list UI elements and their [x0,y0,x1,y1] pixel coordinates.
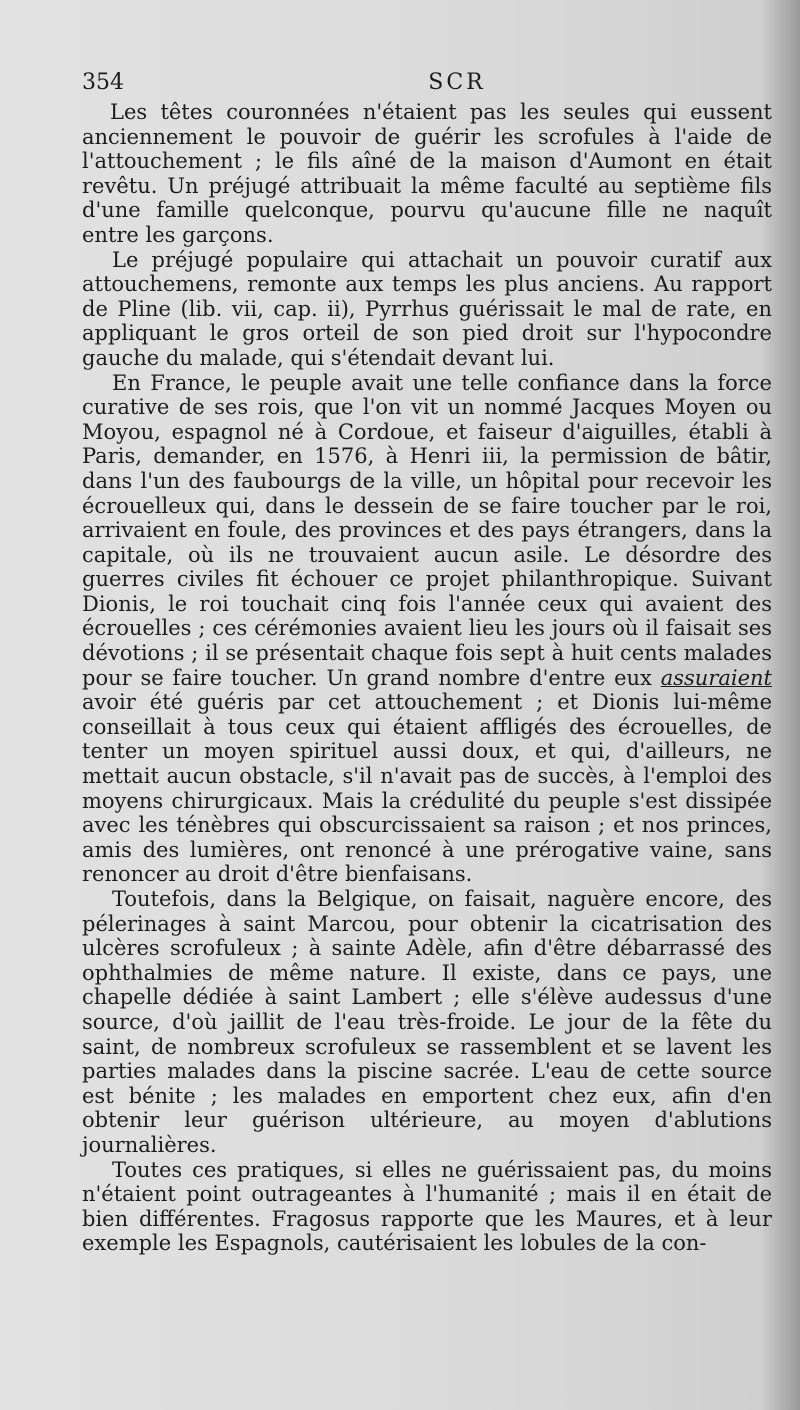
paragraph-5: Toutes ces pratiques, si elles ne guérissaient pas, du moins n'étaient point outrageantes à l'humanité ; mais il en était de bien différentes. Fragosus rapporte que les Maures, et à leur exemple les Espagnols, cautérisaient les lobules de la con- [82,1157,772,1256]
page-number: 354 [82,70,124,95]
paragraph-1: Les têtes couronnées n'étaient pas les seules qui eussent anciennement le pouvoir de guérir les scrofules à l'aide de l'attouchement ; le fils aîné de la maison d'Aumont en était revêtu. Un préjugé attribuait la même faculté au septième fils d'une famille quelconque, pourvu qu'aucune fille ne naquît entre les garçons. [82,100,772,247]
emphasized-word: assuraient [660,665,772,690]
paragraph-3-part-1: En France, le peuple avait une telle confiance dans la force curative de ses rois, que l'on vit un nommé Jacques Moyen ou Moyou, espagnol né à Cordoue, et faiseur d'aiguilles, établi à Paris, demander, en 1576, à Henri iii, la permission de bâtir, dans l'un des faubourgs de la ville, un hôpital pour recevoir les écrouelleux qui, dans le dessein de se faire toucher par le roi, arrivaient en foule, des provinces et des pays étrangers, dans la capitale, où ils ne trouvaient aucun asile. Le désordre des guerres civiles fit échouer ce projet philanthropique. Suivant Dionis, le roi touchait cinq fois l'année ceux qui avaient des écrouelles ; ces cérémonies avaient lieu les jours où il faisait ses dévotions ; il se présentait chaque fois sept à huit cents malades pour se faire toucher. Un grand nombre d'entre eux [82,370,772,690]
running-head: SCR [428,70,486,95]
paragraph-2: Le préjugé populaire qui attachait un pouvoir curatif aux attouchemens, remonte aux temps les plus anciens. Au rapport de Pline (lib. vii, cap. ii), Pyrrhus guérissait le mal de rate, en appliquant le gros orteil de son pied droit sur l'hypocondre gauche du malade, qui s'étendait devant lui. [82,247,772,370]
paragraph-4: Toutefois, dans la Belgique, on faisait, naguère encore, des pélerinages à saint Marcou, pour obtenir la cicatrisation des ulcères scrofuleux ; à sainte Adèle, afin d'être débarrassé des ophthalmies de même nature. Il existe, dans ce pays, une chapelle dédiée à saint Lambert ; elle s'élève audessus d'une source, d'où jaillit de l'eau très-froide. Le jour de la fête du saint, de nombreux scrofuleux se rassemblent et se lavent les parties malades dans la piscine sacrée. L'eau de cette source est bénite ; les malades en emportent chez eux, afin d'en obtenir leur guérison ultérieure, au moyen d'ablutions journalières. [82,887,772,1157]
paragraph-3-part-2: avoir été guéris par cet attouchement ; et Dionis lui-même conseillait à tous ceux qui étaient affligés des écrouelles, de tenter un moyen spirituel aussi doux, et qui, d'ailleurs, ne mettait aucun obstacle, s'il n'avait pas de succès, à l'emploi des moyens chirurgicaux. Mais la crédulité du peuple s'est dissipée avec les ténèbres qui obscurcissaient sa raison ; et nos princes, amis des lumières, ont renoncé à une prérogative vaine, sans renoncer au droit d'être bienfaisans. [82,690,772,887]
page-header [82,70,772,100]
paragraph-3 [82,371,772,887]
body-text [82,100,772,1256]
